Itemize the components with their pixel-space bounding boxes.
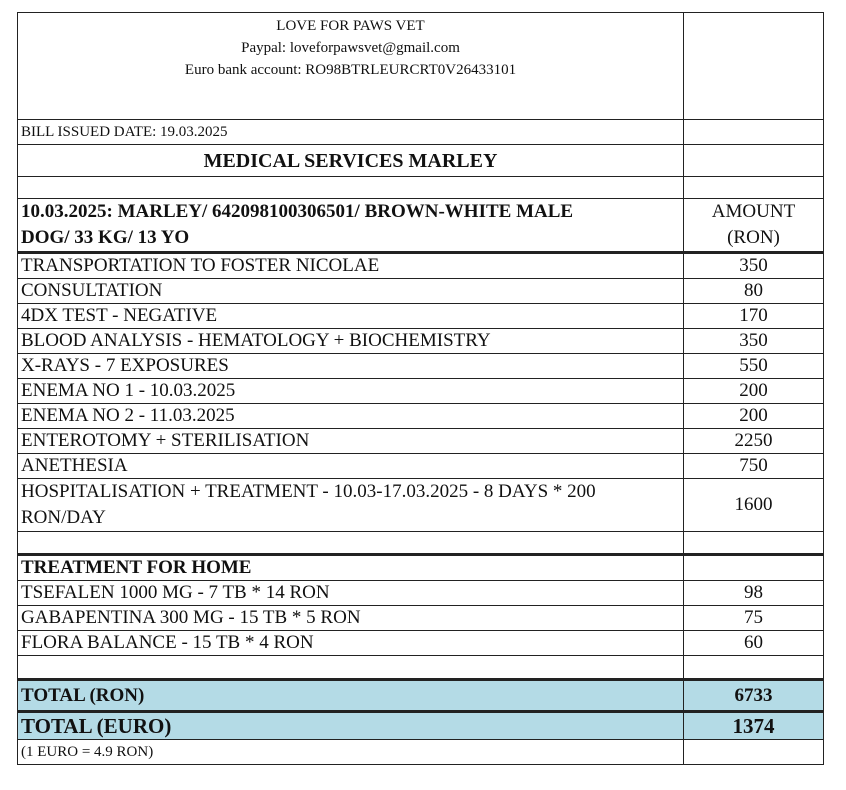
clinic-name: LOVE FOR PAWS VET: [276, 18, 425, 34]
empty-cell: [684, 177, 824, 199]
service-description: X-RAYS - 7 EXPOSURES: [18, 354, 684, 379]
empty-cell: [684, 145, 824, 177]
home-treatment-row: [18, 606, 824, 631]
service-amount: 80: [684, 279, 824, 304]
exchange-rate: (1 EURO = 4.9 RON): [18, 740, 684, 765]
service-amount: 200: [684, 379, 824, 404]
service-amount: 2250: [684, 429, 824, 454]
empty-cell: [684, 656, 824, 680]
exchange-rate-row: [18, 740, 824, 765]
empty-cell: [18, 532, 684, 555]
service-row: [18, 329, 824, 354]
service-amount: 1600: [684, 479, 824, 532]
invoice-sheet: [17, 12, 823, 765]
home-treatment-description: TSEFALEN 1000 MG - 7 TB * 14 RON: [18, 581, 684, 606]
empty-cell: [684, 555, 824, 581]
header-row: [18, 13, 824, 120]
empty-cell: [684, 120, 824, 145]
total-euro-label: TOTAL (EURO): [18, 712, 684, 740]
total-ron-row: [18, 680, 824, 712]
home-treatment-row: [18, 631, 824, 656]
service-description: TRANSPORTATION TO FOSTER NICOLAE: [18, 253, 684, 279]
patient-line-2: DOG/ 33 KG/ 13 YO: [21, 227, 190, 248]
empty-cell: [18, 656, 684, 680]
amount-header-line-1: AMOUNT: [711, 201, 796, 222]
service-description: ANETHESIA: [18, 454, 684, 479]
service-row: [18, 304, 824, 329]
service-amount: 550: [684, 354, 824, 379]
empty-cell: [684, 13, 824, 120]
service-row: [18, 279, 824, 304]
total-euro-row: [18, 712, 824, 740]
home-treatment-amount: 75: [684, 606, 824, 631]
paypal-line: Paypal: loveforpawsvet@gmail.com: [241, 40, 460, 56]
home-treatment-amount: 98: [684, 581, 824, 606]
home-treatment-heading: TREATMENT FOR HOME: [18, 555, 684, 581]
invoice-table: [17, 12, 824, 765]
home-treatment-heading-row: [18, 555, 824, 581]
spacer-row: [18, 532, 824, 555]
service-amount: 350: [684, 253, 824, 279]
service-description: BLOOD ANALYSIS - HEMATOLOGY + BIOCHEMISTRY: [18, 329, 684, 354]
service-description: 4DX TEST - NEGATIVE: [18, 304, 684, 329]
service-description: ENEMA NO 2 - 11.03.2025: [18, 404, 684, 429]
bill-date-row: [18, 120, 824, 145]
service-row: [18, 454, 824, 479]
service-row: [18, 379, 824, 404]
patient-row: [18, 199, 824, 253]
service-description: ENEMA NO 1 - 10.03.2025: [18, 379, 684, 404]
total-ron-value: 6733: [684, 680, 824, 712]
home-treatment-description: GABAPENTINA 300 MG - 15 TB * 5 RON: [18, 606, 684, 631]
document-title: MEDICAL SERVICES MARLEY: [18, 145, 684, 177]
empty-cell: [18, 177, 684, 199]
total-euro-value: 1374: [684, 712, 824, 740]
home-treatment-amount: 60: [684, 631, 824, 656]
home-treatment-row: [18, 581, 824, 606]
home-treatment-description: FLORA BALANCE - 15 TB * 4 RON: [18, 631, 684, 656]
service-row: [18, 354, 824, 379]
bill-issued-date: BILL ISSUED DATE: 19.03.2025: [18, 120, 684, 145]
empty-cell: [684, 740, 824, 765]
service-row: [18, 429, 824, 454]
service-amount: 750: [684, 454, 824, 479]
service-amount: 170: [684, 304, 824, 329]
service-description: ENTEROTOMY + STERILISATION: [18, 429, 684, 454]
bank-account-line: Euro bank account: RO98BTRLEURCRT0V26433101: [184, 62, 517, 78]
amount-header-line-2: (RON): [727, 227, 780, 248]
amount-header: [684, 199, 824, 253]
service-row: [18, 253, 824, 279]
patient-info: [18, 199, 684, 253]
spacer-row: [18, 656, 824, 680]
service-row: [18, 404, 824, 429]
service-row: [18, 479, 824, 532]
clinic-header: [18, 13, 684, 120]
service-amount: 200: [684, 404, 824, 429]
service-description: CONSULTATION: [18, 279, 684, 304]
service-amount: 350: [684, 329, 824, 354]
service-description: HOSPITALISATION + TREATMENT - 10.03-17.03.2025 - 8 DAYS * 200 RON/DAY: [18, 479, 684, 532]
spacer-row: [18, 177, 824, 199]
title-row: [18, 145, 824, 177]
patient-line-1: 10.03.2025: MARLEY/ 642098100306501/ BROWN-WHITE MALE: [21, 201, 574, 222]
empty-cell: [684, 532, 824, 555]
total-ron-label: TOTAL (RON): [18, 680, 684, 712]
